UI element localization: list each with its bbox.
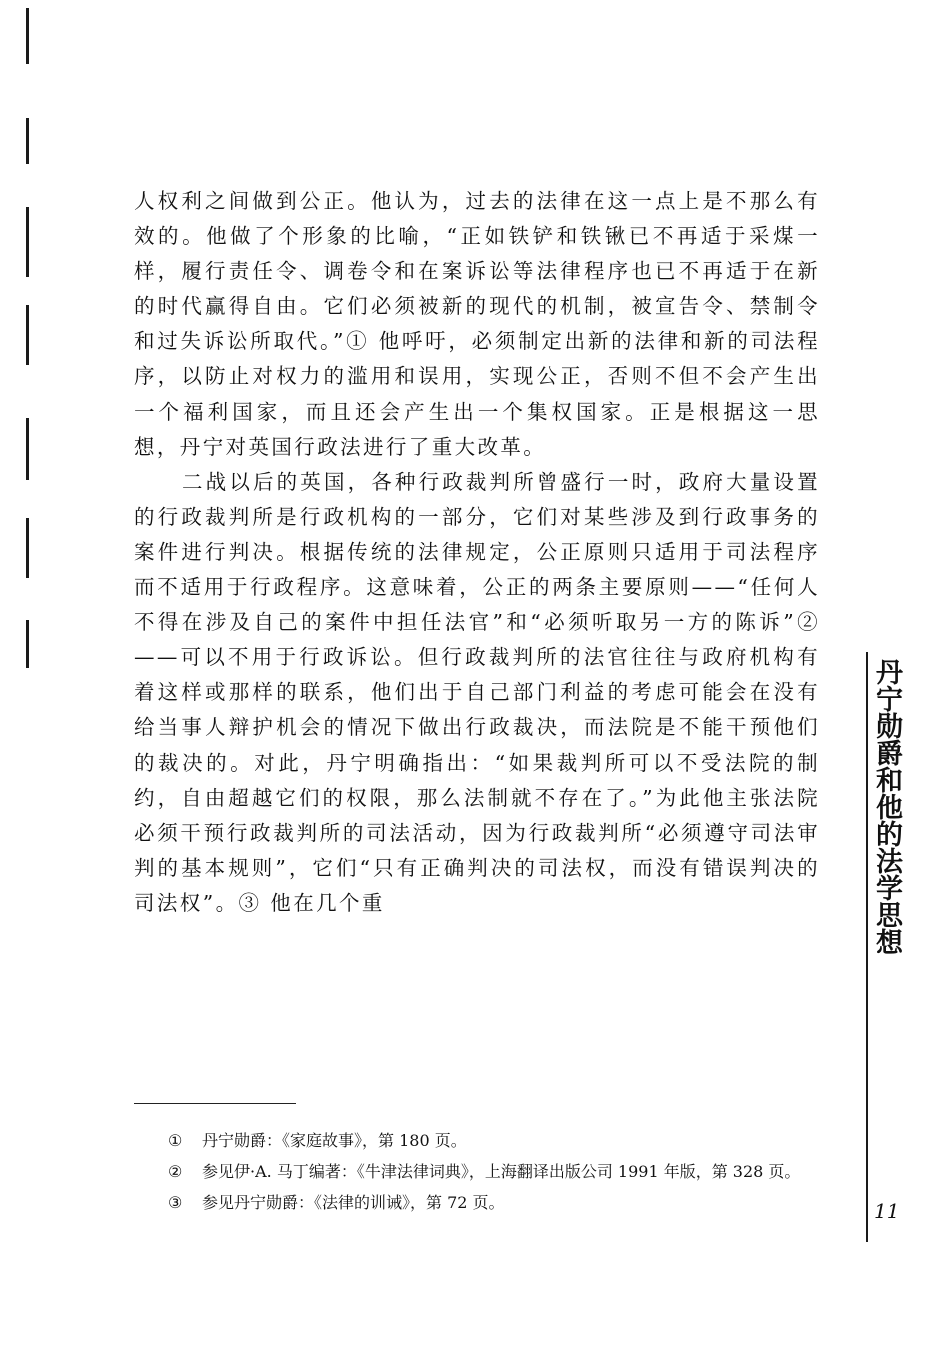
footnote bbox=[134, 1156, 814, 1187]
footnote-text: 参见伊·A. 马丁编著：《牛津法律词典》，上海翻译出版公司 1991 年版，第 328 页。 bbox=[202, 1162, 801, 1181]
side-rule bbox=[866, 652, 868, 1242]
body-paragraph: 人权利之间做到公正。他认为，过去的法律在这一点上是不那么有效的。他做了个形象的比喻，“正如铁铲和铁锹已不再适于采煤一样，履行责任令、调卷令和在案诉讼等法律程序也已不再适于在新的时代赢得自由。它们必须被新的现代的机制，被宣告令、禁制令和过失诉讼所取代。”① 他呼吁，必须制定出新的法律和新的司法程序，以防止对权力的滥用和误用，实现公正，否则不但不会产生出一个福利国家，而且还会产生出一个集权国家。正是根据这一思想，丹宁对英国行政法进行了重大改革。 bbox=[134, 189, 820, 459]
binding-mark bbox=[26, 518, 29, 578]
footnote-mark: ③ bbox=[168, 1193, 183, 1212]
footnote-mark: ② bbox=[168, 1162, 183, 1181]
body-paragraph: 二战以后的英国，各种行政裁判所曾盛行一时，政府大量设置的行政裁判所是行政机构的一部分，它们对某些涉及到行政事务的案件进行判决。根据传统的法律规定，公正原则只适用于司法程序而不适用于行政程序。这意味着，公正的两条主要原则——“任何人不得在涉及自己的案件中担任法官”和“必须听取另一方的陈诉”② ——可以不用于行政诉讼。但行政裁判所的法官往往与政府机构有着这样或那样的联系，他们出于自己部门利益的考虑可能会在没有给当事人辩护机会的情况下做出行政裁决，而法院是不能干预他们的裁决的。对此，丹宁明确指出：“如果裁判所可以不受法院的制约，自由超越它们的权限，那么法制就不存在了。”为此他主张法院必须干预行政裁判所的司法活动，因为行政裁判所“必须遵守司法审判的基本规则”，它们“只有正确判决的司法权，而没有错误判决的司法权”。③ 他在几个重 bbox=[134, 469, 820, 915]
binding-mark bbox=[26, 118, 29, 164]
binding-mark bbox=[26, 418, 29, 480]
binding-mark bbox=[26, 620, 29, 668]
footnote bbox=[134, 1125, 814, 1156]
running-title: 丹宁勋爵和他的法学思想 bbox=[871, 658, 902, 955]
binding-mark bbox=[26, 305, 29, 365]
page-number: 11 bbox=[874, 1199, 900, 1223]
footnote-text: 丹宁勋爵：《家庭故事》，第 180 页。 bbox=[202, 1131, 467, 1150]
footnote bbox=[134, 1187, 814, 1218]
binding-mark bbox=[26, 207, 29, 277]
body-text bbox=[134, 184, 820, 921]
footnotes bbox=[134, 1125, 814, 1218]
footnote-mark: ① bbox=[168, 1131, 183, 1150]
binding-mark bbox=[26, 8, 29, 64]
footnote-text: 参见丹宁勋爵：《法律的训诫》，第 72 页。 bbox=[202, 1193, 505, 1212]
footnote-separator bbox=[134, 1103, 296, 1104]
